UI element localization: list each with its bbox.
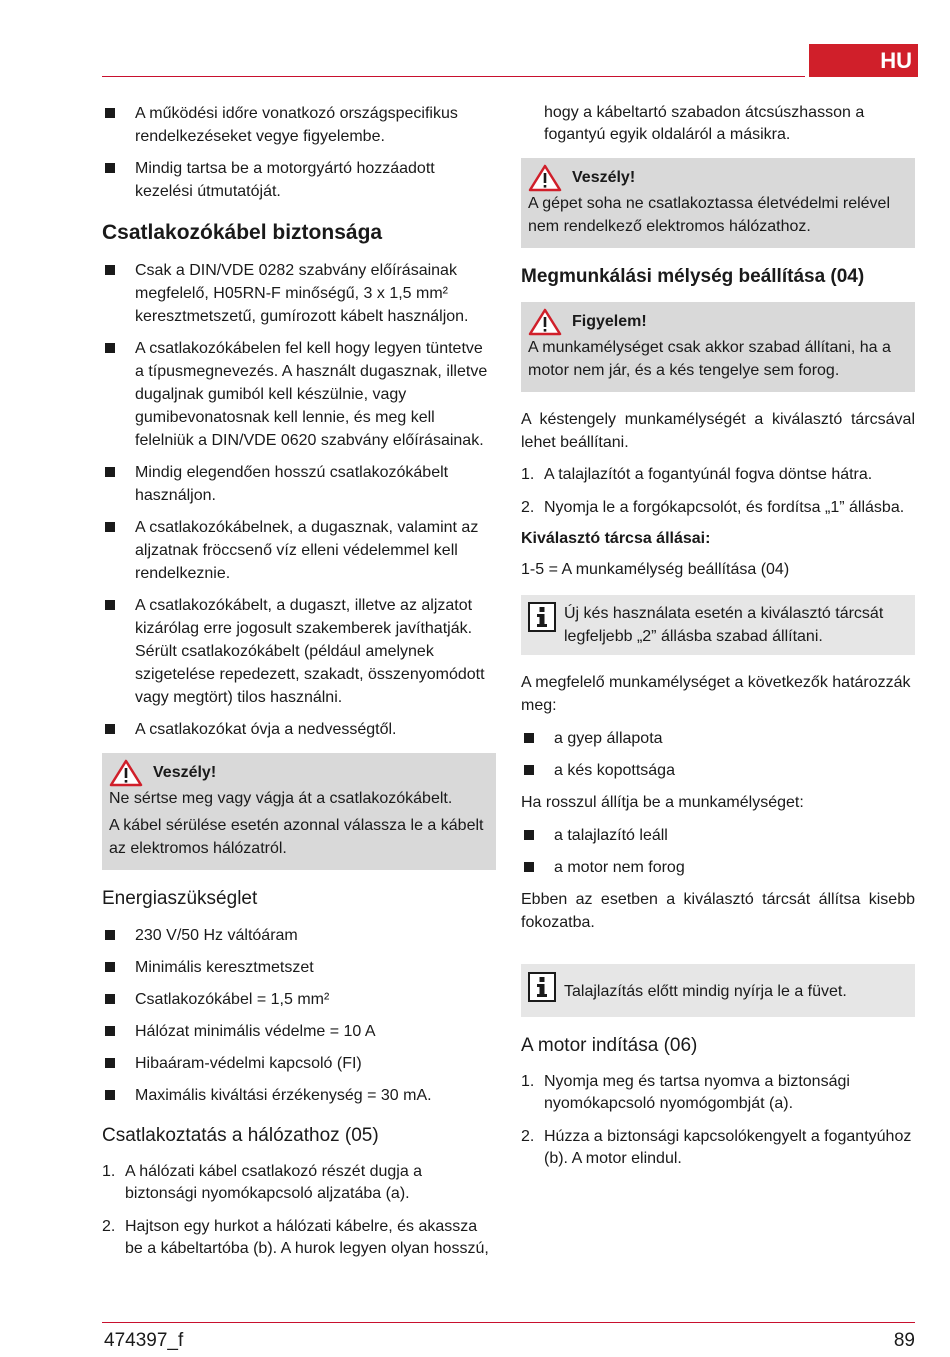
step-text: A hálózati kábel csatlakozó részét dugja a biztonsági nyomókapcsoló aljzatába (a).: [125, 1163, 423, 1202]
step-number: 1.: [521, 466, 535, 483]
numbered-step: [102, 1161, 496, 1205]
header-rule: [102, 76, 805, 77]
list-item: a kés kopottsága: [521, 759, 915, 782]
page-number: 89: [893, 1330, 915, 1351]
numbered-step: [521, 1071, 915, 1115]
info-box: [521, 964, 915, 1017]
list-item: Maximális kiváltási érzékenység = 30 mA.: [102, 1084, 496, 1107]
info-text: Talajlazítás előtt mindig nyírja le a füvet.: [564, 983, 847, 1000]
numbered-step: [521, 497, 915, 519]
warning-triangle-icon: [528, 308, 562, 336]
list-item: Minimális keresztmetszet: [102, 956, 496, 979]
list-item: Csatlakozókábel = 1,5 mm²: [102, 988, 496, 1011]
step-number: 1.: [102, 1163, 116, 1180]
list-item: 230 V/50 Hz váltóáram: [102, 924, 496, 947]
numbered-step: [102, 1216, 496, 1260]
selector-value: 1-5 = A munkamélység beállítása (04): [521, 561, 790, 578]
section-title-depth: Megmunkálási mélység beállítása (04): [521, 266, 865, 287]
step-text: Nyomja meg és tartsa nyomva a biztonsági nyomókapcsoló nyomógombját (a).: [544, 1073, 850, 1112]
caution-box: [521, 302, 915, 392]
caution-text: A munkamélységet csak akkor szabad állítani, ha a motor nem jár, és a kés tengelye sem forog.: [528, 339, 891, 379]
list-item: A csatlakozókábelen fel kell hogy legyen tüntetve a típusmegnevezés. A használt dugasznak, illetve dugaljnak gumiból kell készülnie, vagy gumibevonatosnak kell lennie, és meg kell felelniük a DIN/VDE 0620 szabvány előírásainak.: [102, 337, 496, 452]
document-code: 474397_f: [104, 1330, 184, 1351]
language-tab: HU: [809, 44, 918, 77]
list-item: Hibaáram-védelmi kapcsoló (FI): [102, 1052, 496, 1075]
warning-triangle-icon: [109, 759, 143, 787]
danger-box: [102, 753, 496, 870]
list-item: a talajlazító leáll: [521, 824, 915, 847]
step-number: 2.: [521, 1128, 535, 1145]
list-item: a gyep állapota: [521, 727, 915, 750]
danger-title: Veszély!: [572, 169, 636, 186]
danger-box: [521, 158, 915, 248]
list-item: Hálózat minimális védelme = 10 A: [102, 1020, 496, 1043]
continuation-text: [521, 102, 915, 146]
then-text: Ebben az esetben a kiválasztó tárcsát állítsa kisebb fokozatba.: [521, 891, 915, 931]
info-icon: [528, 602, 556, 632]
danger-text: A gépet soha ne csatlakoztassa életvédelmi relével nem rendelkező elektromos hálózathoz.: [528, 195, 890, 235]
danger-text: A kábel sérülése esetén azonnal válassza le a kábelt az elektromos hálózatról.: [109, 817, 484, 857]
caution-title: Figyelem!: [572, 313, 647, 330]
danger-box-header: [528, 164, 908, 192]
section-title-motor: A motor indítása (06): [521, 1035, 698, 1056]
list-item: A működési időre vonatkozó országspecifikus rendelkezéseket vegye figyelembe.: [102, 102, 496, 148]
danger-text: Ne sértse meg vagy vágja át a csatlakozókábelt.: [109, 790, 453, 807]
continuation-text-content: hogy a kábeltartó szabadon átcsúszhasson a fogantyú egyik oldaláról a másikra.: [544, 104, 865, 143]
step-text: Hajtson egy hurkot a hálózati kábelre, és akassza be a kábeltartóba (b). A hurok legyen olyan hosszú,: [125, 1218, 489, 1257]
list-item: Csak a DIN/VDE 0282 szabvány előírásainak megfelelő, H05RN-F minőségű, 3 x 1,5 mm² keresztmetszetű, gumírozott kábelt használjon.: [102, 259, 496, 328]
step-text: Húzza a biztonsági kapcsolókengyelt a fogantyúhoz (b). A motor elindul.: [544, 1128, 912, 1167]
section-title-energy: Energiaszükséglet: [102, 888, 258, 909]
step-number: 1.: [521, 1073, 535, 1090]
step-text: Nyomja le a forgókapcsolót, és fordítsa „1” állásba.: [544, 499, 905, 516]
footer-rule: [102, 1322, 915, 1323]
list-item: Mindig tartsa be a motorgyártó hozzáadott kezelési útmutatóját.: [102, 157, 496, 203]
right-column: [521, 102, 915, 1181]
list-item: A csatlakozókat óvja a nedvességtől.: [102, 718, 496, 741]
left-column: [102, 102, 496, 1271]
step-number: 2.: [102, 1218, 116, 1235]
depth-intro: A késtengely munkamélységét a kiválasztó tárcsával lehet beállítani.: [521, 411, 915, 451]
section-title-connect: Csatlakoztatás a hálózathoz (05): [102, 1125, 379, 1146]
list-item: A csatlakozókábelt, a dugaszt, illetve az aljzatot kizárólag erre jogosult szakemberek javíthatják. Sérült csatlakozókábelt (például amelynek szigetelése repedezett, szakadt, összenyomódott vagy megtört) tilos használni.: [102, 594, 496, 709]
list-item: a motor nem forog: [521, 856, 915, 879]
info-icon: [528, 972, 556, 1002]
list-item: A csatlakozókábelnek, a dugasznak, valamint az aljzatnak fröccsenő víz elleni védelemmel kell rendelkeznie.: [102, 516, 496, 585]
info-box: [521, 595, 915, 655]
warning-triangle-icon: [528, 164, 562, 192]
section-title-cable-safety: Csatlakozókábel biztonsága: [102, 221, 383, 244]
list-item: Mindig elegendően hosszú csatlakozókábelt használjon.: [102, 461, 496, 507]
danger-box-header: [109, 759, 489, 787]
step-number: 2.: [521, 499, 535, 516]
step-text: A talajlazítót a fogantyúnál fogva döntse hátra.: [544, 466, 873, 483]
numbered-step: [521, 464, 915, 486]
selector-title: Kiválasztó tárcsa állásai:: [521, 530, 711, 547]
caution-box-header: [528, 308, 908, 336]
danger-title: Veszély!: [153, 764, 217, 781]
determine-text: A megfelelő munkamélységet a következők határozzák meg:: [521, 674, 911, 714]
info-text: Új kés használata esetén a kiválasztó tárcsát legfeljebb „2” állásba szabad állítani.: [564, 605, 884, 645]
wrong-setting-text: Ha rosszul állítja be a munkamélységet:: [521, 794, 804, 811]
numbered-step: [521, 1126, 915, 1170]
